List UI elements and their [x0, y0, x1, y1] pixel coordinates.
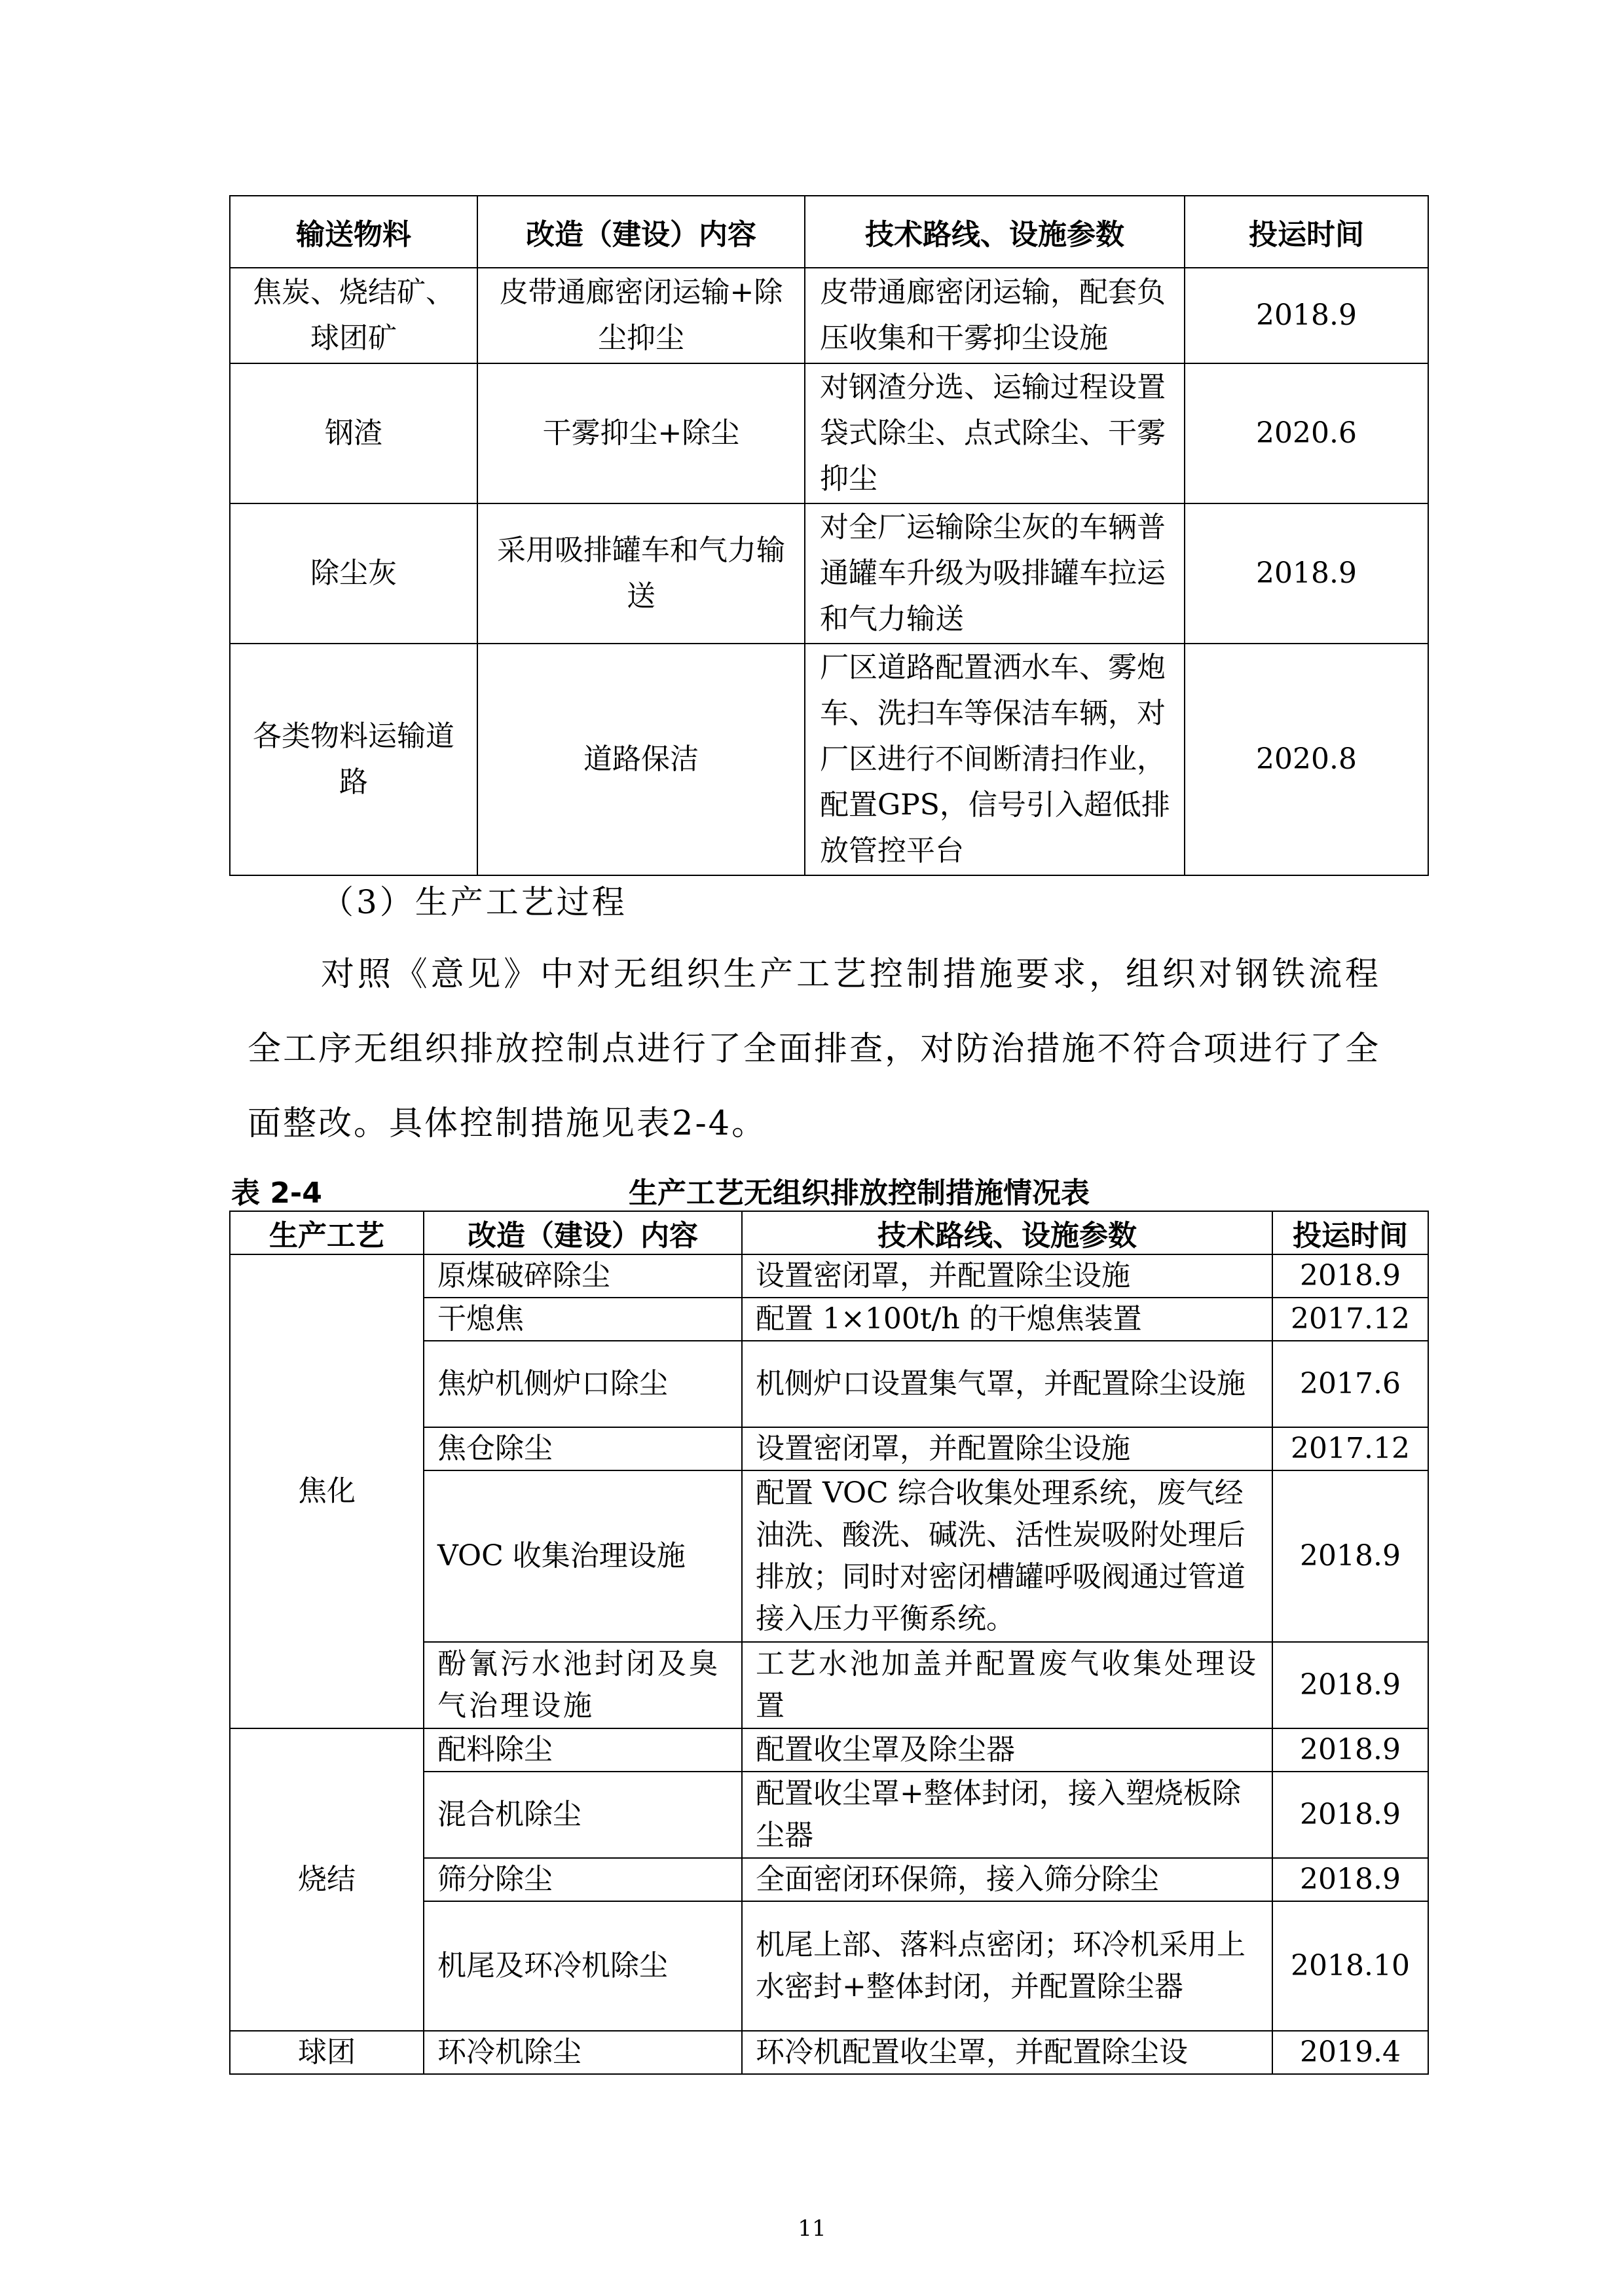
cell-tech: 配置收尘罩及除尘器 — [742, 1728, 1272, 1772]
cell-date: 2018.9 — [1272, 1254, 1428, 1298]
cell-tech: 设置密闭罩，并配置除尘设施 — [742, 1254, 1272, 1298]
cell-tech: 配置收尘罩+整体封闭，接入塑烧板除尘器 — [742, 1772, 1272, 1858]
cell-date: 2017.12 — [1272, 1298, 1428, 1341]
table-row — [230, 644, 1428, 875]
cell-tech: 环冷机配置收尘罩，并配置除尘设 — [742, 2031, 1272, 2074]
cell-date: 2018.9 — [1272, 1728, 1428, 1772]
cell-item: 混合机除尘 — [424, 1772, 742, 1858]
cell-tech: 配置 VOC 综合收集处理系统，废气经油洗、酸洗、碱洗、活性炭吸附处理后排放；同时对密闭槽罐呼吸阀通过管道接入压力平衡系统。 — [742, 1470, 1272, 1642]
cell-date: 2018.9 — [1185, 503, 1428, 644]
cell-item: 焦仓除尘 — [424, 1427, 742, 1470]
group-cell-coking: 焦化 — [230, 1254, 424, 1728]
cell-item: 干熄焦 — [424, 1298, 742, 1341]
cell-date: 2020.6 — [1185, 363, 1428, 503]
cell-material: 钢渣 — [230, 363, 477, 503]
cell-item: 筛分除尘 — [424, 1858, 742, 1901]
cell-material: 除尘灰 — [230, 503, 477, 644]
cell-content: 道路保洁 — [477, 644, 805, 875]
cell-content: 皮带通廊密闭运输+除尘抑尘 — [477, 268, 805, 363]
cell-item: 配料除尘 — [424, 1728, 742, 1772]
header-material: 输送物料 — [230, 196, 477, 268]
table-row — [230, 1728, 1428, 1772]
header-date: 投运时间 — [1185, 196, 1428, 268]
cell-item: 焦炉机侧炉口除尘 — [424, 1341, 742, 1427]
process-control-table — [229, 1211, 1429, 2075]
cell-material: 焦炭、烧结矿、球团矿 — [230, 268, 477, 363]
cell-date: 2018.9 — [1185, 268, 1428, 363]
cell-material: 各类物料运输道路 — [230, 644, 477, 875]
cell-item: VOC 收集治理设施 — [424, 1470, 742, 1642]
cell-tech: 皮带通廊密闭运输，配套负压收集和干雾抑尘设施 — [805, 268, 1185, 363]
table-row — [230, 1254, 1428, 1298]
table-header-row — [230, 196, 1428, 268]
cell-item: 原煤破碎除尘 — [424, 1254, 742, 1298]
material-transport-table — [229, 195, 1429, 876]
table-header-row — [230, 1211, 1428, 1254]
group-cell-sintering: 烧结 — [230, 1728, 424, 2031]
table-row — [230, 2031, 1428, 2074]
cell-date: 2018.9 — [1272, 1772, 1428, 1858]
cell-item: 环冷机除尘 — [424, 2031, 742, 2074]
cell-tech: 机侧炉口设置集气罩，并配置除尘设施 — [742, 1341, 1272, 1427]
table-caption-title: 生产工艺无组织排放控制措施情况表 — [629, 1176, 1090, 1210]
cell-tech: 对全厂运输除尘灰的车辆普通罐车升级为吸排罐车拉运和气力输送 — [805, 503, 1185, 644]
cell-date: 2020.8 — [1185, 644, 1428, 875]
cell-date: 2018.9 — [1272, 1470, 1428, 1642]
header-tech: 技术路线、设施参数 — [742, 1211, 1272, 1254]
cell-tech: 配置 1×100t/h 的干熄焦装置 — [742, 1298, 1272, 1341]
cell-date: 2018.10 — [1272, 1901, 1428, 2031]
group-cell-pellet: 球团 — [230, 2031, 424, 2074]
header-tech: 技术路线、设施参数 — [805, 196, 1185, 268]
cell-content: 干雾抑尘+除尘 — [477, 363, 805, 503]
table-row — [230, 268, 1428, 363]
header-date: 投运时间 — [1272, 1211, 1428, 1254]
cell-tech: 对钢渣分选、运输过程设置袋式除尘、点式除尘、干雾抑尘 — [805, 363, 1185, 503]
header-process: 生产工艺 — [230, 1211, 424, 1254]
cell-date: 2019.4 — [1272, 2031, 1428, 2074]
body-paragraph — [248, 938, 1380, 1161]
cell-content: 采用吸排罐车和气力输送 — [477, 503, 805, 644]
cell-item: 机尾及环冷机除尘 — [424, 1901, 742, 2031]
cell-date: 2017.12 — [1272, 1427, 1428, 1470]
section-heading: （3）生产工艺过程 — [321, 883, 627, 921]
table-caption-number: 表 2-4 — [231, 1176, 322, 1210]
cell-item: 酚氰污水池封闭及臭气治理设施 — [424, 1642, 742, 1728]
table-row — [230, 363, 1428, 503]
cell-tech: 全面密闭环保筛，接入筛分除尘 — [742, 1858, 1272, 1901]
cell-date: 2017.6 — [1272, 1341, 1428, 1427]
cell-tech: 厂区道路配置洒水车、雾炮车、洗扫车等保洁车辆，对厂区进行不间断清扫作业，配置GPS，信号引入超低排放管控平台 — [805, 644, 1185, 875]
table-row — [230, 503, 1428, 644]
cell-tech: 设置密闭罩，并配置除尘设施 — [742, 1427, 1272, 1470]
cell-tech: 工艺水池加盖并配置废气收集处理设置 — [742, 1642, 1272, 1728]
cell-tech: 机尾上部、落料点密闭；环冷机采用上水密封+整体封闭，并配置除尘器 — [742, 1901, 1272, 2031]
cell-date: 2018.9 — [1272, 1642, 1428, 1728]
page-number: 11 — [798, 2215, 826, 2242]
header-content: 改造（建设）内容 — [477, 196, 805, 268]
paragraph-text: 对照《意见》中对无组织生产工艺控制措施要求，组织对钢铁流程全工序无组织排放控制点进行了全面排查，对防治措施不符合项进行了全面整改。具体控制措施见表2-4。 — [248, 955, 1380, 1143]
cell-date: 2018.9 — [1272, 1858, 1428, 1901]
header-content: 改造（建设）内容 — [424, 1211, 742, 1254]
